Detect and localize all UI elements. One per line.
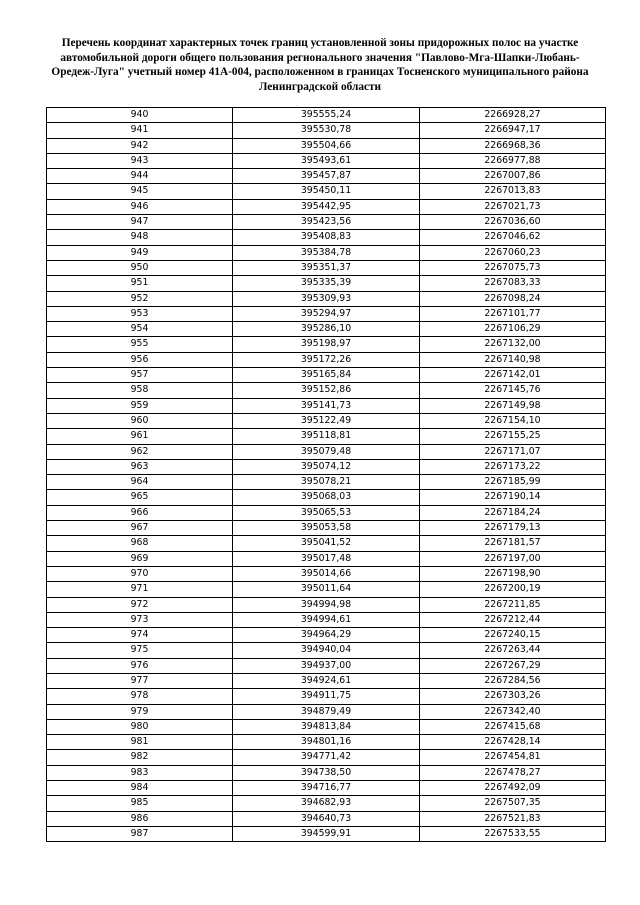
table-row [47,444,606,459]
x-coordinate-cell: 394813,84 [233,719,420,734]
point-number-cell: 972 [47,597,233,612]
point-number-cell: 966 [47,505,233,520]
point-number-cell: 963 [47,459,233,474]
table-row [47,612,606,627]
table-row [47,413,606,428]
table-row [47,260,606,275]
x-coordinate-cell: 395014,66 [233,566,420,581]
x-coordinate-cell: 395065,53 [233,505,420,520]
y-coordinate-cell: 2267145,76 [420,383,606,398]
x-coordinate-cell: 394994,61 [233,612,420,627]
table-row [47,505,606,520]
x-coordinate-cell: 394801,16 [233,735,420,750]
x-coordinate-cell: 394937,00 [233,658,420,673]
x-coordinate-cell: 394994,98 [233,597,420,612]
y-coordinate-cell: 2267013,83 [420,184,606,199]
x-coordinate-cell: 394771,42 [233,750,420,765]
point-number-cell: 971 [47,582,233,597]
document-title: Перечень координат характерных точек границ установленной зоны придорожных полос на участке автомобильной дороги общего пользования регионального значения "Павлово-Мга-Шапки-Любань-Оредеж-Луга" учетный номер 41А-004, расположенном в границах Тосненского муниципального района Ленинградской области [51,37,589,93]
x-coordinate-cell: 395165,84 [233,368,420,383]
table-row [47,781,606,796]
y-coordinate-cell: 2267181,57 [420,536,606,551]
table-row [47,429,606,444]
point-number-cell: 979 [47,704,233,719]
table-row [47,628,606,643]
table-row [47,398,606,413]
table-row [47,796,606,811]
y-coordinate-cell: 2267190,14 [420,490,606,505]
table-row [47,368,606,383]
y-coordinate-cell: 2267149,98 [420,398,606,413]
x-coordinate-cell: 395198,97 [233,337,420,352]
point-number-cell: 962 [47,444,233,459]
x-coordinate-cell: 395493,61 [233,153,420,168]
y-coordinate-cell: 2267075,73 [420,260,606,275]
point-number-cell: 950 [47,260,233,275]
y-coordinate-cell: 2267492,09 [420,781,606,796]
y-coordinate-cell: 2267507,35 [420,796,606,811]
x-coordinate-cell: 395079,48 [233,444,420,459]
x-coordinate-cell: 395335,39 [233,276,420,291]
x-coordinate-cell: 395152,86 [233,383,420,398]
table-row [47,276,606,291]
y-coordinate-cell: 2267098,24 [420,291,606,306]
x-coordinate-cell: 394911,75 [233,689,420,704]
table-row [47,811,606,826]
table-row [47,551,606,566]
y-coordinate-cell: 2266977,88 [420,153,606,168]
table-row [47,184,606,199]
y-coordinate-cell: 2267179,13 [420,521,606,536]
y-coordinate-cell: 2267132,00 [420,337,606,352]
y-coordinate-cell: 2267106,29 [420,322,606,337]
x-coordinate-cell: 394924,61 [233,673,420,688]
point-number-cell: 960 [47,413,233,428]
table-row [47,245,606,260]
point-number-cell: 987 [47,826,233,841]
point-number-cell: 975 [47,643,233,658]
x-coordinate-cell: 394682,93 [233,796,420,811]
y-coordinate-cell: 2267140,98 [420,352,606,367]
x-coordinate-cell: 395122,49 [233,413,420,428]
y-coordinate-cell: 2267197,00 [420,551,606,566]
x-coordinate-cell: 395408,83 [233,230,420,245]
x-coordinate-cell: 395011,64 [233,582,420,597]
y-coordinate-cell: 2266928,27 [420,108,606,123]
point-number-cell: 945 [47,184,233,199]
table-row [47,826,606,841]
table-row [47,138,606,153]
coordinates-table [46,107,606,842]
x-coordinate-cell: 395041,52 [233,536,420,551]
point-number-cell: 967 [47,521,233,536]
y-coordinate-cell: 2267200,19 [420,582,606,597]
y-coordinate-cell: 2267198,90 [420,566,606,581]
table-row [47,215,606,230]
x-coordinate-cell: 395351,37 [233,260,420,275]
point-number-cell: 974 [47,628,233,643]
point-number-cell: 951 [47,276,233,291]
x-coordinate-cell: 395294,97 [233,306,420,321]
table-row [47,490,606,505]
x-coordinate-cell: 395530,78 [233,123,420,138]
point-number-cell: 958 [47,383,233,398]
table-row [47,521,606,536]
x-coordinate-cell: 394716,77 [233,781,420,796]
point-number-cell: 977 [47,673,233,688]
y-coordinate-cell: 2267240,15 [420,628,606,643]
table-row [47,123,606,138]
table-row [47,566,606,581]
y-coordinate-cell: 2267263,44 [420,643,606,658]
table-row [47,750,606,765]
y-coordinate-cell: 2267185,99 [420,475,606,490]
point-number-cell: 976 [47,658,233,673]
point-number-cell: 984 [47,781,233,796]
point-number-cell: 953 [47,306,233,321]
point-number-cell: 985 [47,796,233,811]
y-coordinate-cell: 2267342,40 [420,704,606,719]
y-coordinate-cell: 2267303,26 [420,689,606,704]
point-number-cell: 968 [47,536,233,551]
table-row [47,230,606,245]
point-number-cell: 982 [47,750,233,765]
x-coordinate-cell: 394599,91 [233,826,420,841]
table-row [47,169,606,184]
x-coordinate-cell: 394640,73 [233,811,420,826]
table-row [47,291,606,306]
y-coordinate-cell: 2267171,07 [420,444,606,459]
point-number-cell: 980 [47,719,233,734]
y-coordinate-cell: 2267521,83 [420,811,606,826]
y-coordinate-cell: 2267060,23 [420,245,606,260]
point-number-cell: 942 [47,138,233,153]
table-row [47,582,606,597]
y-coordinate-cell: 2267212,44 [420,612,606,627]
point-number-cell: 961 [47,429,233,444]
y-coordinate-cell: 2267211,85 [420,597,606,612]
table-row [47,735,606,750]
point-number-cell: 956 [47,352,233,367]
table-row [47,108,606,123]
y-coordinate-cell: 2267154,10 [420,413,606,428]
y-coordinate-cell: 2267155,25 [420,429,606,444]
y-coordinate-cell: 2267267,29 [420,658,606,673]
table-row [47,673,606,688]
x-coordinate-cell: 395384,78 [233,245,420,260]
y-coordinate-cell: 2267173,22 [420,459,606,474]
table-row [47,352,606,367]
x-coordinate-cell: 395457,87 [233,169,420,184]
point-number-cell: 947 [47,215,233,230]
x-coordinate-cell: 395017,48 [233,551,420,566]
x-coordinate-cell: 394940,04 [233,643,420,658]
point-number-cell: 941 [47,123,233,138]
point-number-cell: 964 [47,475,233,490]
point-number-cell: 959 [47,398,233,413]
point-number-cell: 983 [47,765,233,780]
y-coordinate-cell: 2266968,36 [420,138,606,153]
point-number-cell: 970 [47,566,233,581]
y-coordinate-cell: 2267454,81 [420,750,606,765]
point-number-cell: 946 [47,199,233,214]
table-row [47,719,606,734]
table-row [47,689,606,704]
point-number-cell: 965 [47,490,233,505]
table-row [47,199,606,214]
point-number-cell: 943 [47,153,233,168]
x-coordinate-cell: 395423,56 [233,215,420,230]
coordinates-table-body [47,108,606,842]
x-coordinate-cell: 394964,29 [233,628,420,643]
x-coordinate-cell: 395555,24 [233,108,420,123]
y-coordinate-cell: 2267142,01 [420,368,606,383]
x-coordinate-cell: 394879,49 [233,704,420,719]
x-coordinate-cell: 395074,12 [233,459,420,474]
y-coordinate-cell: 2267101,77 [420,306,606,321]
point-number-cell: 954 [47,322,233,337]
table-row [47,475,606,490]
point-number-cell: 969 [47,551,233,566]
point-number-cell: 955 [47,337,233,352]
point-number-cell: 978 [47,689,233,704]
table-row [47,704,606,719]
point-number-cell: 948 [47,230,233,245]
table-row [47,658,606,673]
y-coordinate-cell: 2267415,68 [420,719,606,734]
point-number-cell: 986 [47,811,233,826]
table-row [47,306,606,321]
table-row [47,337,606,352]
table-row [47,597,606,612]
table-row [47,643,606,658]
point-number-cell: 952 [47,291,233,306]
y-coordinate-cell: 2267428,14 [420,735,606,750]
x-coordinate-cell: 395286,10 [233,322,420,337]
y-coordinate-cell: 2267478,27 [420,765,606,780]
table-row [47,153,606,168]
point-number-cell: 944 [47,169,233,184]
table-row [47,383,606,398]
point-number-cell: 981 [47,735,233,750]
y-coordinate-cell: 2267046,62 [420,230,606,245]
x-coordinate-cell: 395504,66 [233,138,420,153]
y-coordinate-cell: 2267007,86 [420,169,606,184]
x-coordinate-cell: 395053,58 [233,521,420,536]
x-coordinate-cell: 395118,81 [233,429,420,444]
table-row [47,322,606,337]
x-coordinate-cell: 395172,26 [233,352,420,367]
point-number-cell: 949 [47,245,233,260]
y-coordinate-cell: 2267021,73 [420,199,606,214]
y-coordinate-cell: 2267284,56 [420,673,606,688]
y-coordinate-cell: 2267083,33 [420,276,606,291]
x-coordinate-cell: 395141,73 [233,398,420,413]
table-row [47,459,606,474]
x-coordinate-cell: 395068,03 [233,490,420,505]
y-coordinate-cell: 2266947,17 [420,123,606,138]
y-coordinate-cell: 2267184,24 [420,505,606,520]
x-coordinate-cell: 395309,93 [233,291,420,306]
x-coordinate-cell: 394738,50 [233,765,420,780]
y-coordinate-cell: 2267533,55 [420,826,606,841]
point-number-cell: 973 [47,612,233,627]
x-coordinate-cell: 395450,11 [233,184,420,199]
point-number-cell: 940 [47,108,233,123]
x-coordinate-cell: 395442,95 [233,199,420,214]
x-coordinate-cell: 395078,21 [233,475,420,490]
table-row [47,536,606,551]
y-coordinate-cell: 2267036,60 [420,215,606,230]
point-number-cell: 957 [47,368,233,383]
table-row [47,765,606,780]
